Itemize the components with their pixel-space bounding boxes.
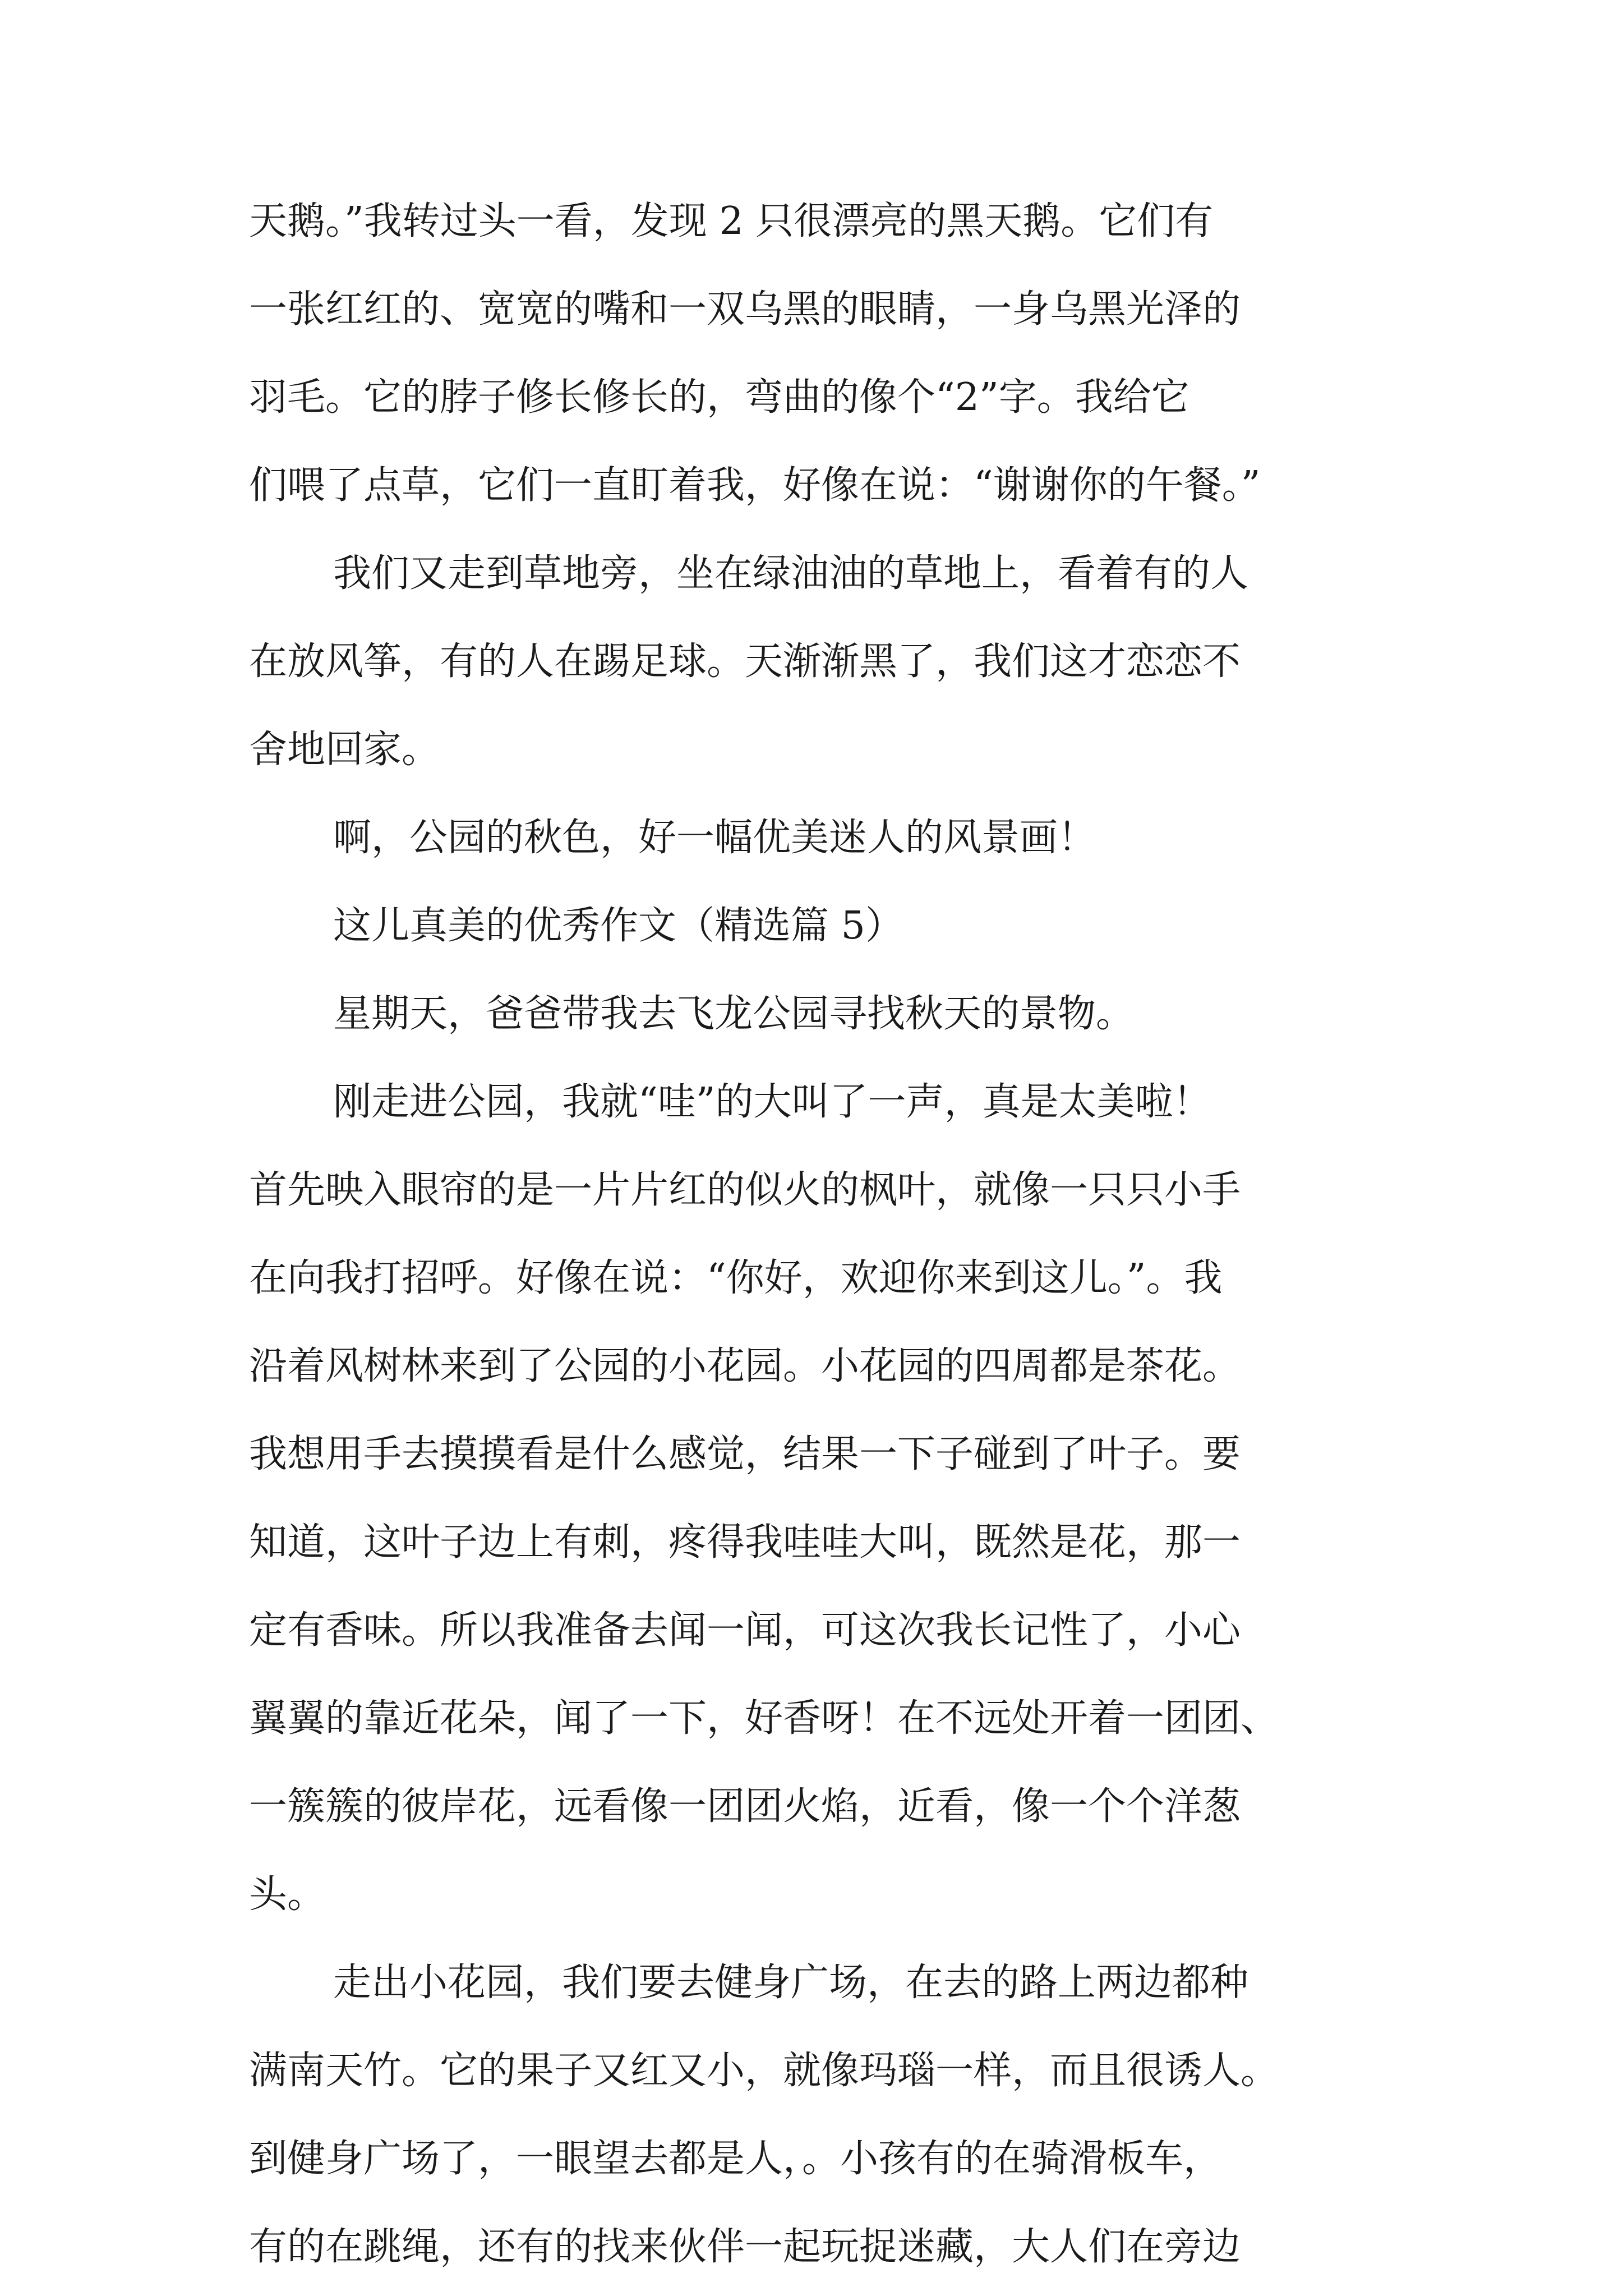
text-line: 首先映入眼帘的是一片片红的似火的枫叶，就像一只只小手: [249, 1168, 1241, 1212]
text-line: 啊，公园的秋色，好一幅优美迷人的风景画！: [333, 816, 1096, 860]
text-line: 知道，这叶子边上有刺，疼得我哇哇大叫，既然是花，那一: [249, 1520, 1241, 1565]
text-line: 头。: [249, 1872, 326, 1917]
text-line: 我想用手去摸摸看是什么感觉，结果一下子碰到了叶子。要: [249, 1432, 1241, 1476]
text-line: 一簇簇的彼岸花，远看像一团团火焰，近看，像一个个洋葱: [249, 1784, 1241, 1829]
text-line: 天鹅。”我转过头一看，发现 2 只很漂亮的黑天鹅。它们有: [249, 199, 1214, 243]
text-line: 满南天竹。它的果子又红又小，就像玛瑙一样，而且很诱人。: [249, 2049, 1279, 2093]
text-line: 定有香味。所以我准备去闻一闻，可这次我长记性了，小心: [249, 1608, 1241, 1653]
text-line: 到健身广场了，一眼望去都是人，。小孩有的在骑滑板车，: [249, 2137, 1222, 2181]
section-heading: 这儿真美的优秀作文（精选篇 5）: [333, 904, 903, 948]
text-line: 刚走进公园，我就“哇”的大叫了一声，真是太美啦！: [333, 1080, 1211, 1124]
text-line: 有的在跳绳，还有的找来伙伴一起玩捉迷藏，大人们在旁边: [249, 2225, 1241, 2269]
text-line: 走出小花园，我们要去健身广场，在去的路上两边都种: [333, 1961, 1249, 2005]
text-line: 我们又走到草地旁，坐在绿油油的草地上，看着有的人: [333, 551, 1249, 596]
text-line: 羽毛。它的脖子修长修长的，弯曲的像个“2”字。我给它: [249, 375, 1189, 420]
text-line: 沿着风树林来到了公园的小花园。小花园的四周都是茶花。: [249, 1344, 1241, 1388]
text-line: 在向我打招呼。好像在说：“你好，欢迎你来到这儿。”。我: [249, 1256, 1223, 1300]
text-line: 一张红红的、宽宽的嘴和一双乌黑的眼睛，一身乌黑光泽的: [249, 287, 1241, 332]
text-line: 舍地回家。: [249, 728, 440, 772]
text-line: 星期天，爸爸带我去飞龙公园寻找秋天的景物。: [333, 992, 1135, 1036]
text-line: 在放风筝，有的人在踢足球。天渐渐黑了，我们这才恋恋不: [249, 639, 1241, 684]
text-line: 翼翼的靠近花朵，闻了一下，好香呀！在不远处开着一团团、: [249, 1696, 1279, 1741]
text-line: 们喂了点草，它们一直盯着我，好像在说：“谢谢你的午餐。”: [249, 463, 1261, 508]
